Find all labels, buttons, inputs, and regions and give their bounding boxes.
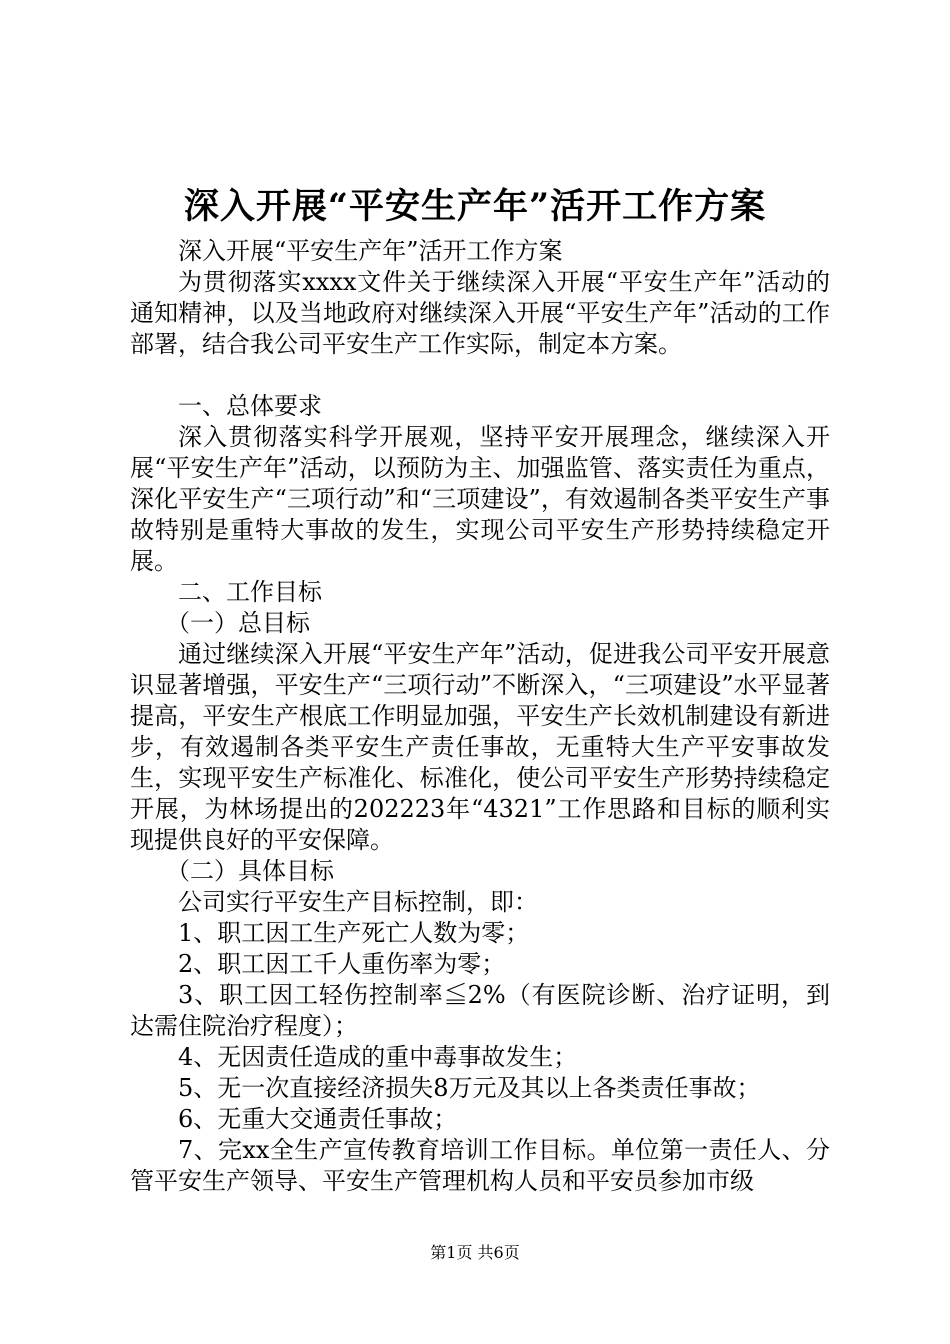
goal-item-2: 2、职工因工千人重伤率为零； xyxy=(178,950,506,978)
goal-item-1: 1、职工因工生产死亡人数为零； xyxy=(178,919,530,947)
goal-item-6: 6、无重大交通责任事故； xyxy=(178,1105,458,1133)
goal-item-3: 3、职工因工轻伤控制率≦2%（有医院诊断、治疗证明，到达需住院治疗程度）； xyxy=(130,981,830,1040)
goal-item-4: 4、无因责任造成的重中毒事故发生； xyxy=(178,1043,578,1071)
general-goal-paragraph: 通过继续深入开展“平安生产年”活动，促进我公司平安开展意识显著增强，平安生产“三项行动”不断深入，“三项建设”水平显著提高，平安生产根底工作明显加强，平安生产长效机制建设有新进步，有效遏制各类平安生产责任事故，无重特大生产平安事故发生，实现平安生产标准化、标准化，使公司平安生产形势持续稳定开展，为林场提出的202223年“4321”工作思路和目标的顺利实现提供良好的平安保障。 xyxy=(130,640,830,854)
intro-paragraph: 为贯彻落实xxxx文件关于继续深入开展“平安生产年”活动的通知精神，以及当地政府对继续深入开展“平安生产年”活动的工作部署，结合我公司平安生产工作实际，制定本方案。 xyxy=(130,268,830,358)
overall-requirements-paragraph: 深入贯彻落实科学开展观，坚持平安开展理念，继续深入开展“平安生产年”活动，以预防为主、加强监管、落实责任为重点，深化平安生产“三项行动”和“三项建设”，有效遏制各类平安生产事故特别是重特大事故的发生，实现公司平安生产形势持续稳定开展。 xyxy=(130,423,830,575)
subsection-heading-general-goal: （一）总目标 xyxy=(166,609,310,637)
page-number-footer: 第1页 共6页 xyxy=(430,1243,520,1262)
goal-item-7: 7、完xx全生产宣传教育培训工作目标。单位第一责任人、分管平安生产领导、平安生产管理机构人员和平安员参加市级 xyxy=(130,1136,830,1195)
goal-item-5: 5、无一次直接经济损失8万元及其以上各类责任事故； xyxy=(178,1074,761,1102)
section-heading-overall-requirements: 一、总体要求 xyxy=(178,392,322,420)
document-body xyxy=(130,236,830,1197)
subsection-heading-specific-goals: （二）具体目标 xyxy=(166,857,334,885)
specific-goals-intro: 公司实行平安生产目标控制，即： xyxy=(178,888,538,916)
subtitle-paragraph: 深入开展“平安生产年”活开工作方案 xyxy=(178,237,563,265)
document-title: 深入开展“平安生产年”活开工作方案 xyxy=(183,186,767,227)
section-heading-work-goals: 二、工作目标 xyxy=(178,578,322,606)
